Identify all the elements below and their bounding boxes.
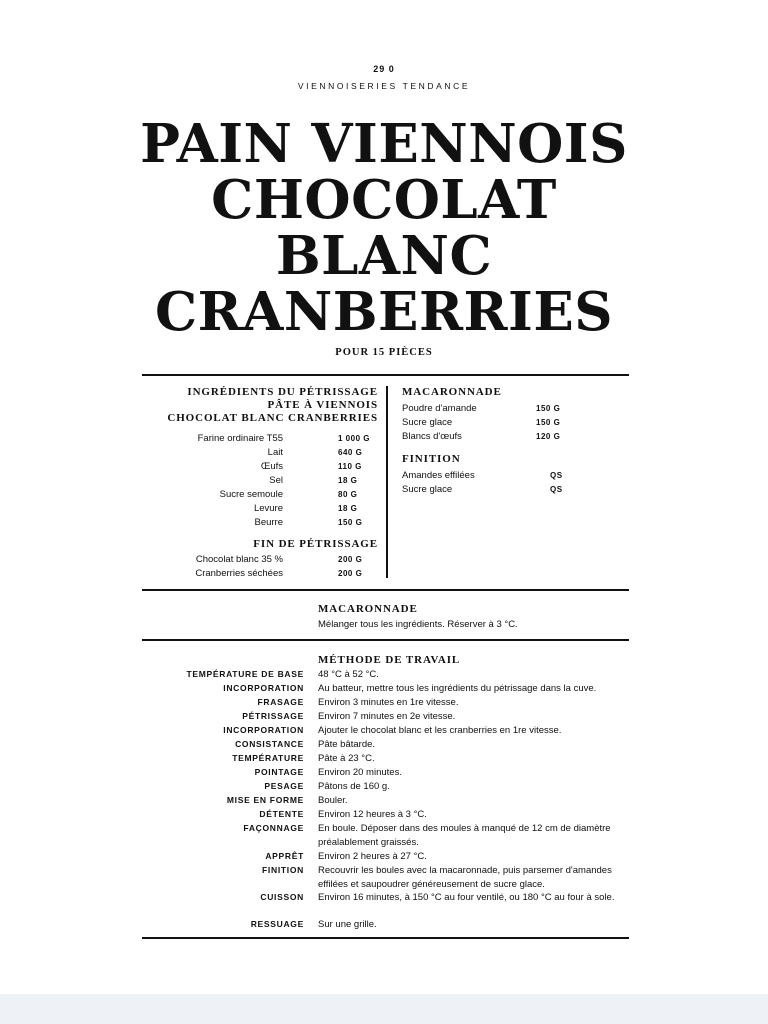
step-description: Pâtons de 160 g. (318, 781, 390, 792)
ingredient-qty: 150 G (536, 404, 561, 413)
macaronnade-ingredients-section (402, 386, 622, 399)
divider (142, 589, 629, 591)
ingredient-name: Farine ordinaire T55 (197, 433, 283, 444)
fin-petrissage-section (130, 538, 378, 551)
ingredient-name: Sucre glace (402, 417, 453, 428)
section-heading: INGRÉDIENTS DU PÉTRISSAGE (187, 386, 378, 398)
ingredient-qty: 110 G (338, 462, 362, 471)
fin-petrissage-ingredient-list (130, 553, 378, 583)
step-label: PESAGE (264, 781, 304, 791)
title-line: BLANC (275, 225, 493, 287)
ingredient-name: Blancs d'œufs (402, 431, 462, 442)
divider (142, 374, 629, 376)
step-description: 48 °C à 52 °C. (318, 669, 379, 680)
ingredient-name: Levure (253, 503, 283, 514)
ingredient-name: Sucre semoule (219, 489, 283, 500)
ingredient-qty: 150 G (536, 418, 561, 427)
macaronnade-method-text: Mélanger tous les ingrédients. Réserver à 3 °C. (318, 619, 518, 630)
step-label: DÉTENTE (259, 809, 304, 819)
step-description: Recouvrir les boules avec la macaronnade, puis parsemer d'amandes effilées et saupoudrer généreusement de sucre glace. (318, 865, 612, 890)
step-description: Environ 3 minutes en 1re vitesse. (318, 697, 459, 708)
title-line: PAIN VIENNOIS (140, 113, 628, 175)
step-description: Environ 16 minutes, à 150 °C au four ventilé, ou 180 °C au four à sole. (318, 892, 615, 903)
viewer-background (0, 994, 768, 1024)
recipe-title (0, 113, 768, 343)
ingredient-row (402, 483, 622, 497)
ingredient-row (130, 460, 378, 474)
page-number: 29 0 (373, 64, 395, 74)
step-label: RESSUAGE (250, 919, 304, 929)
ingredient-qty: 18 G (338, 504, 358, 513)
ingredient-qty: QS (550, 471, 563, 480)
step-description: Environ 2 heures à 27 °C. (318, 851, 427, 862)
step-description: Environ 20 minutes. (318, 767, 402, 778)
title-line: CHOCOLAT (211, 169, 557, 231)
title-line: CRANBERRIES (154, 281, 614, 343)
ingredient-row (402, 430, 622, 444)
ingredient-row (130, 488, 378, 502)
step-description: Sur une grille. (318, 919, 377, 930)
ingredient-name: Amandes effilées (402, 470, 475, 481)
ingredient-row (402, 469, 622, 483)
ingredient-row (130, 474, 378, 488)
step-label: INCORPORATION (223, 683, 304, 693)
finition-ingredients-section (402, 453, 622, 466)
running-head: VIENNOISERIES TENDANCE (297, 81, 471, 91)
macaronnade-method-heading: MACARONNADE (318, 603, 418, 615)
ingredient-qty: 120 G (536, 432, 561, 441)
step-label: FRASAGE (257, 697, 304, 707)
ingredient-name: Beurre (254, 517, 283, 528)
step-label: APPRÊT (265, 851, 304, 861)
step-label: MISE EN FORME (226, 795, 304, 805)
ingredient-row (402, 416, 622, 430)
ingredient-name: Chocolat blanc 35 % (195, 554, 283, 565)
ingredient-name: Poudre d'amande (402, 403, 477, 414)
ingredient-row (130, 446, 378, 460)
step-description: Environ 12 heures à 3 °C. (318, 809, 427, 820)
petrissage-section (130, 386, 378, 425)
ingredient-row (130, 502, 378, 516)
section-heading: FIN DE PÉTRISSAGE (253, 538, 378, 550)
step-description: Environ 7 minutes en 2e vitesse. (318, 711, 456, 722)
ingredient-name: Œufs (260, 461, 283, 472)
ingredient-qty: 80 G (338, 490, 358, 499)
ingredient-qty: 200 G (338, 555, 363, 564)
step-label: INCORPORATION (223, 725, 304, 735)
ingredient-qty: 1 000 G (338, 434, 370, 443)
ingredient-name: Lait (267, 447, 283, 458)
step-description: Bouler. (318, 795, 348, 806)
ingredient-name: Cranberries séchées (195, 568, 283, 579)
ingredient-row (130, 567, 378, 581)
ingredient-row (130, 432, 378, 446)
section-heading: CHOCOLAT BLANC CRANBERRIES (167, 412, 378, 424)
step-label: CUISSON (260, 892, 304, 902)
step-label: TEMPÉRATURE DE BASE (186, 669, 304, 679)
finition-ingredient-list (402, 469, 622, 499)
ingredient-qty: QS (550, 485, 563, 494)
step-label: FAÇONNAGE (243, 823, 304, 833)
step-label: FINITION (262, 865, 304, 875)
ingredient-qty: 18 G (338, 476, 358, 485)
section-heading: PÂTE À VIENNOIS (267, 399, 378, 411)
ingredient-name: Sucre glace (402, 484, 453, 495)
ingredient-row (130, 516, 378, 530)
step-description: Pâte à 23 °C. (318, 753, 375, 764)
divider (142, 639, 629, 641)
ingredient-qty: 640 G (338, 448, 363, 457)
method-heading: MÉTHODE DE TRAVAIL (318, 654, 461, 666)
step-label: PÉTRISSAGE (242, 711, 304, 721)
step-label: CONSISTANCE (235, 739, 304, 749)
step-description: Au batteur, mettre tous les ingrédients du pétrissage dans la cuve. (318, 683, 597, 694)
section-heading: MACARONNADE (402, 386, 502, 398)
petrissage-ingredient-list (130, 432, 378, 532)
ingredient-row (130, 553, 378, 567)
recipe-yield: POUR 15 PIÈCES (335, 347, 433, 358)
step-description: Ajouter le chocolat blanc et les cranberries en 1re vitesse. (318, 725, 562, 736)
column-divider (386, 386, 388, 578)
step-label: TEMPÉRATURE (232, 753, 304, 763)
ingredient-qty: 200 G (338, 569, 363, 578)
step-description: Pâte bâtarde. (318, 739, 376, 750)
step-label: POINTAGE (254, 767, 304, 777)
section-heading: FINITION (402, 453, 461, 465)
divider (142, 937, 629, 939)
macaronnade-ingredient-list (402, 402, 622, 446)
ingredient-name: Sel (269, 475, 283, 486)
ingredient-row (402, 402, 622, 416)
ingredient-qty: 150 G (338, 518, 363, 527)
step-description: En boule. Déposer dans des moules à manqué de 12 cm de diamètre préalablement graissés. (318, 823, 611, 848)
